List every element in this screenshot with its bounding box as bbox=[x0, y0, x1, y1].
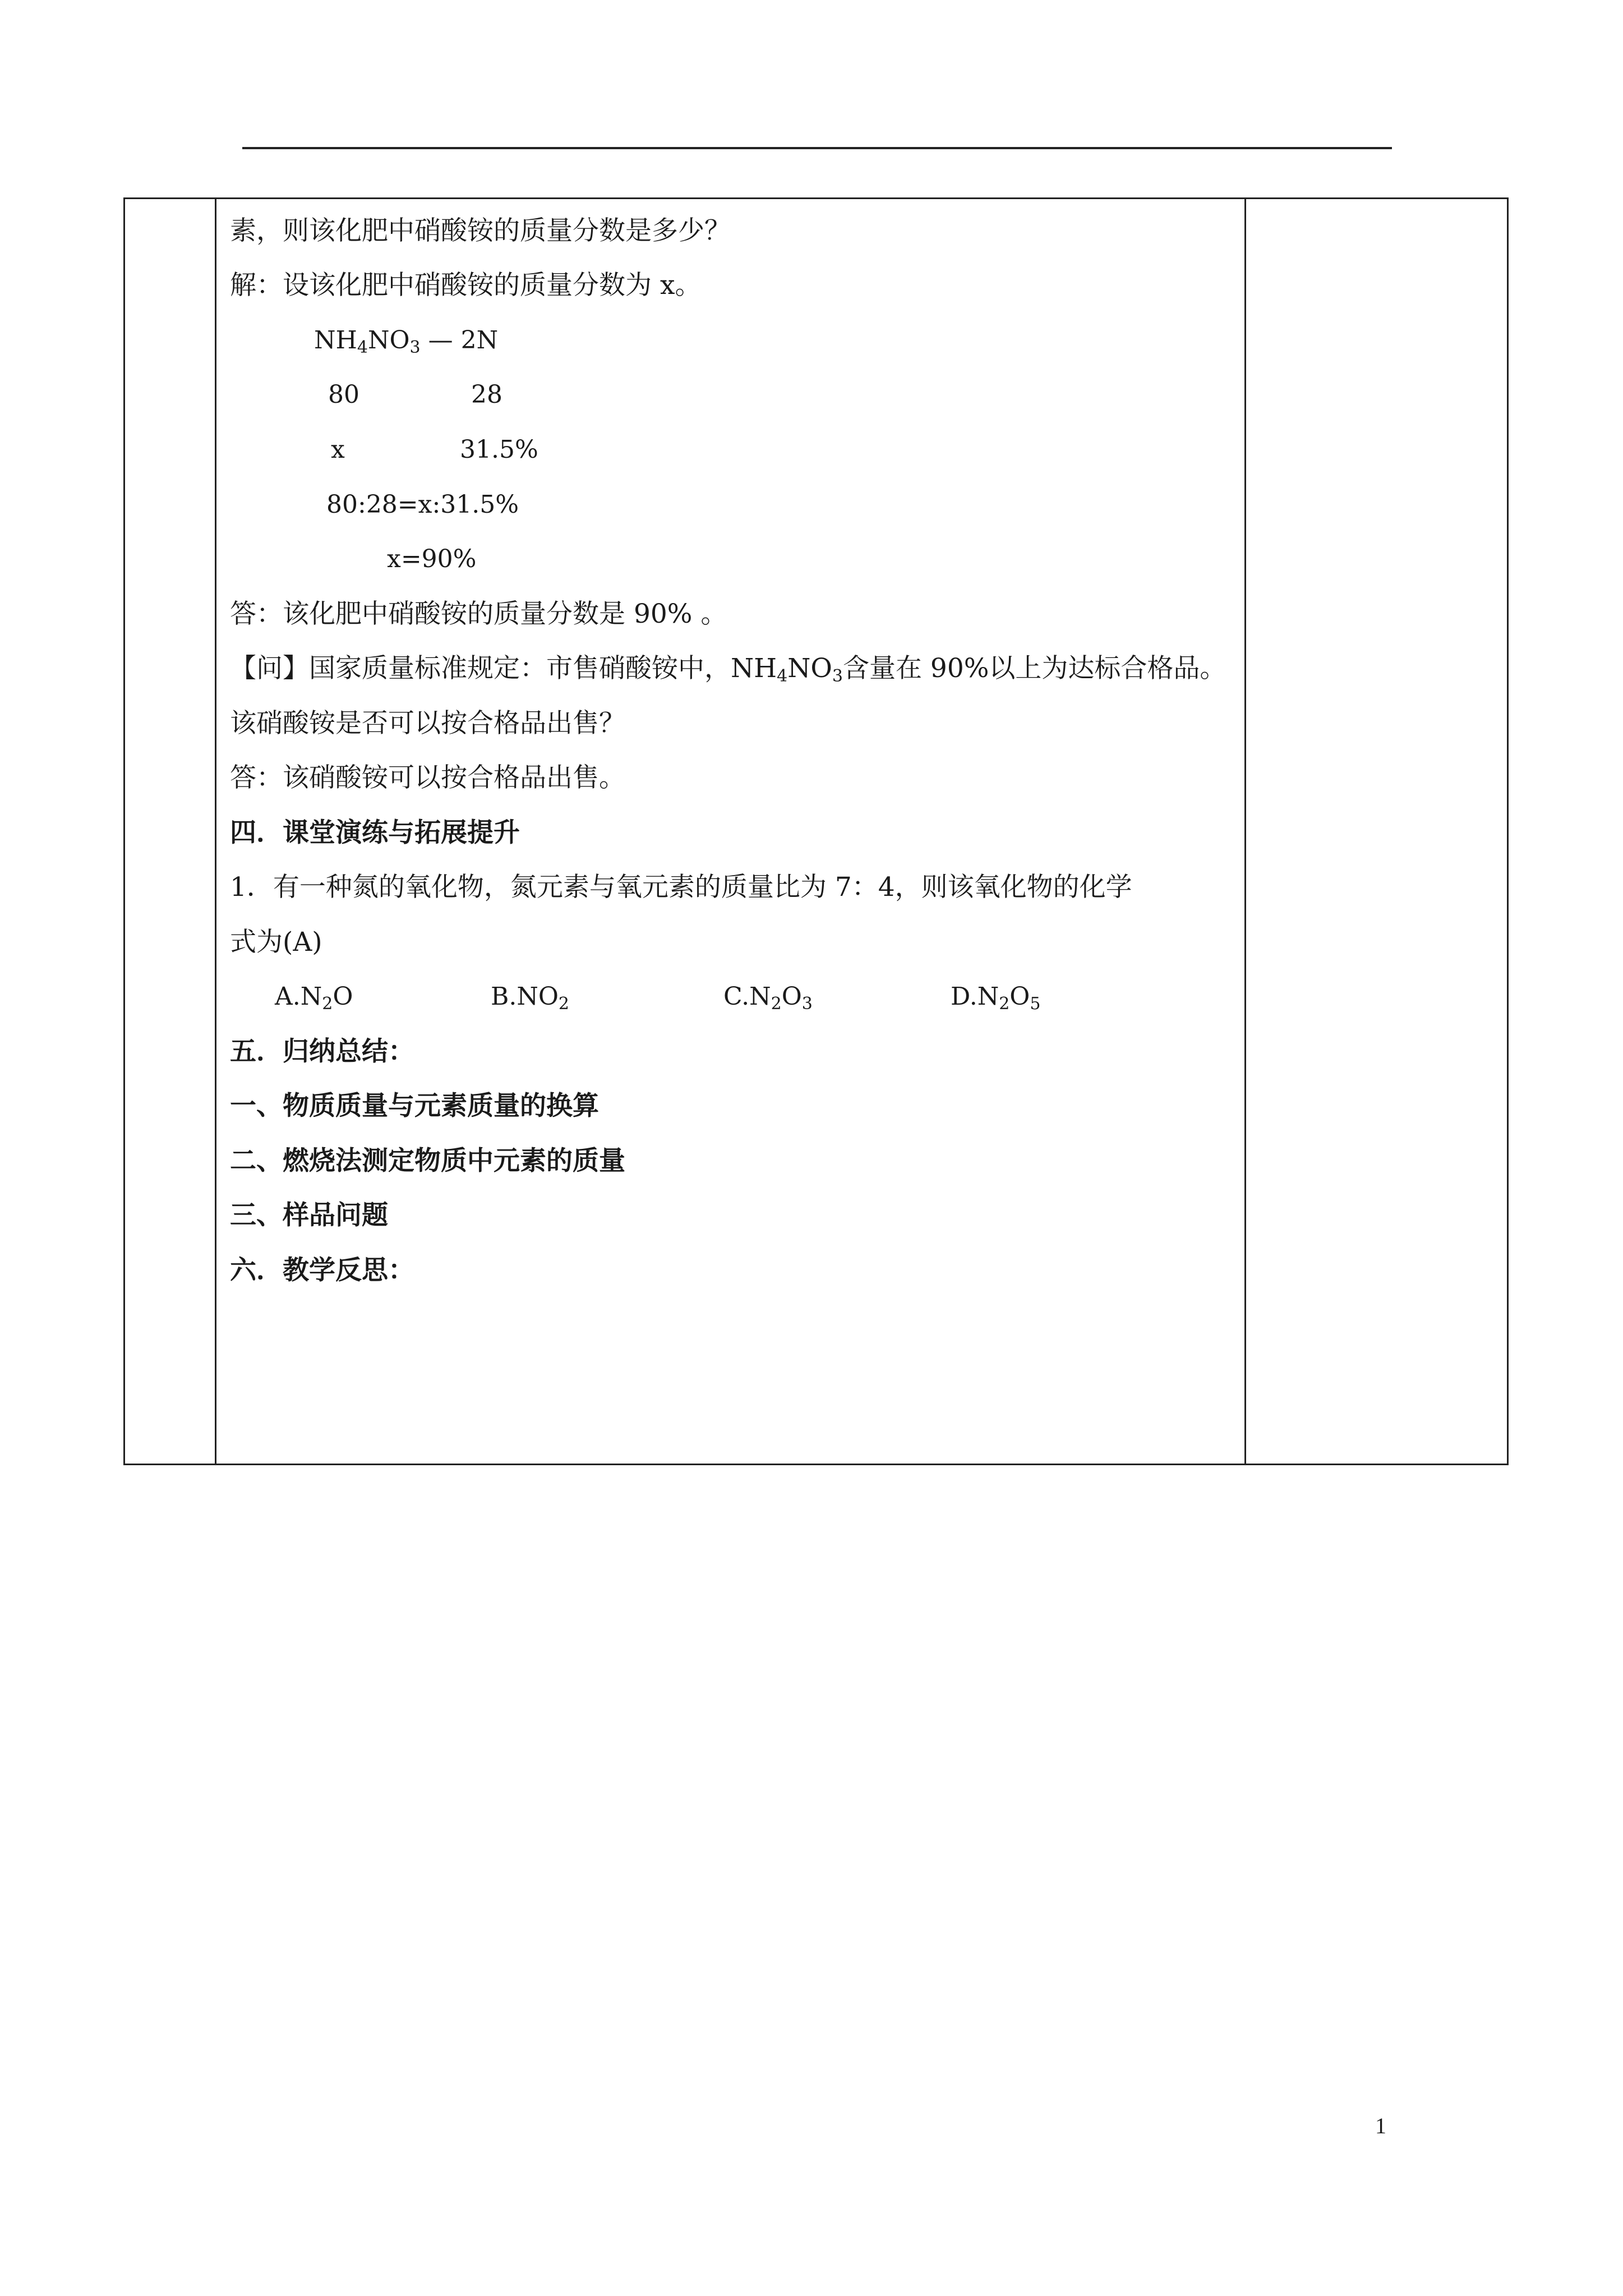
equation-ratio: 80:28=x:31.5% bbox=[326, 490, 519, 519]
section-heading-reflection: 六．教学反思： bbox=[230, 1255, 414, 1286]
summary-item-3: 三、样品问题 bbox=[230, 1200, 388, 1231]
section-heading-practice: 四．课堂演练与拓展提升 bbox=[230, 817, 520, 848]
option-b: $B.NO_2$ bbox=[491, 982, 569, 1014]
equation-formula: $NH_4NO_3$ — 2N bbox=[314, 326, 499, 357]
equation-result: x=90% bbox=[387, 545, 477, 573]
equation-nitrogen-mass: 28 bbox=[471, 380, 502, 409]
table-column-divider-right bbox=[1244, 199, 1246, 1464]
option-c: $C.N_2O_3$ bbox=[723, 982, 813, 1014]
page-number: 1 bbox=[1375, 2113, 1386, 2138]
table-column-divider-left bbox=[215, 199, 216, 1464]
header-rule bbox=[242, 147, 1392, 149]
question-qualified: 该硝酸铵是否可以按合格品出售？ bbox=[230, 708, 625, 739]
solution-setup: 解：设该化肥中硝酸铵的质量分数为 x。 bbox=[230, 270, 702, 301]
summary-item-2: 二、燃烧法测定物质中元素的质量 bbox=[230, 1145, 625, 1176]
equation-molar-mass: 80 bbox=[328, 380, 359, 409]
option-a: $A.N_2O$ bbox=[275, 982, 353, 1014]
equation-nitrogen-percent: 31.5% bbox=[460, 435, 538, 464]
summary-item-1: 一、物质质量与元素质量的换算 bbox=[230, 1091, 599, 1121]
option-d: $D.N_2O_5$ bbox=[951, 982, 1041, 1014]
answer-qualified: 答：该硝酸铵可以按合格品出售。 bbox=[230, 762, 625, 793]
section-heading-summary: 五．归纳总结： bbox=[230, 1036, 414, 1067]
problem-continuation: 素，则该化肥中硝酸铵的质量分数是多少？ bbox=[230, 215, 731, 246]
equation-unknown: x bbox=[331, 435, 345, 464]
answer-mass-fraction: 答：该化肥中硝酸铵的质量分数是 90% 。 bbox=[230, 599, 727, 629]
exercise-question: 1．有一种氮的氧化物，氮元素与氧元素的质量比为 7：4，则该氧化物的化学 bbox=[230, 872, 1132, 903]
question-standard: 【问】国家质量标准规定：市售硝酸铵中，$NH_4NO_3$含量在 90%以上为达标合格品。 bbox=[230, 653, 1227, 686]
exercise-question-end: 式为(A) bbox=[230, 927, 322, 958]
